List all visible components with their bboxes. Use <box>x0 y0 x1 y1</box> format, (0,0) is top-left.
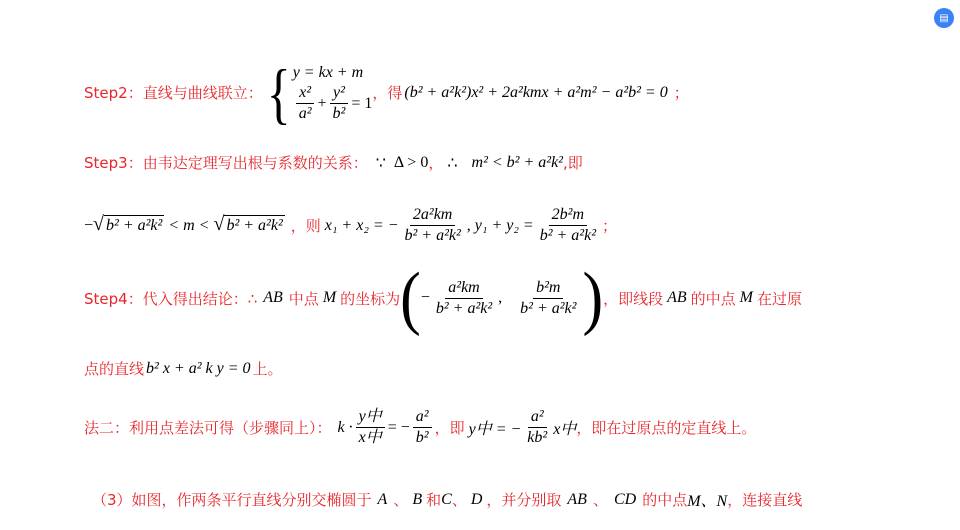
frac-midpoint-x: $\frac{\text{a²km}}{\text{b² + a²k²}}$ <box>435 278 493 317</box>
step3-line: Step3：由韦达定理写出根与系数的关系： ∵ Δ > 0 ， ∴ m² < b² + a²k² ,即 <box>84 153 583 172</box>
frac-a2-b2: $\frac{\text{a²}}{\text{b²}}$ <box>413 408 432 447</box>
system-brace: { <box>266 54 291 131</box>
frac-x-sum: $\frac{\text{2a²km}}{\text{b² + a²k²}}$ <box>404 206 461 244</box>
y-sum: , y₁ + y₂ = <box>466 216 534 234</box>
vieta-line: − √ b² + a²k² < m < √ b² + a²k² ，则 x₁ + x₂ = − $\frac{\text{2a²km}}{\text{b² + a²k²}}$ , y₁ + y₂ = $\frac{\text{2b²m}}{\text{b² + a²k²}}$ ； <box>84 206 618 244</box>
step4-label: Step4：代入得出结论：∴ <box>84 289 258 308</box>
method2-line: 法二：利用点差法可得（步骤同上）： k · $\frac{\text{y中}}{\text{x中}}$ = − $\frac{\text{a²}}{\text{b²}}$ ，即 y中 = − $\frac{\text{a²}}{\text{kb²}}$ x中 ，即在过原点的定直线上。 <box>84 408 757 446</box>
step2-label: Step2：直线与曲线联立： <box>84 84 263 102</box>
frac-x2-a2: $\frac{\text{x²}}{\text{a²}}$ <box>296 84 315 123</box>
document-icon[interactable]: ▤ <box>934 8 954 28</box>
x-sum: x₁ + x₂ = − <box>324 216 399 234</box>
m-condition: m² < b² + a²k² <box>471 153 563 171</box>
step3-label: Step3：由韦达定理写出根与系数的关系： <box>84 154 368 172</box>
step4-line: Step4：代入得出结论：∴ AB 中点 M 的坐标为 ( − $\frac{\text{a²km}}{\text{b² + a²k²}}$ , $\frac{\text{b²m}}{\text{b² + a²k²}}$ ) ，即线段 AB 的中点 M 在过原 <box>84 258 803 338</box>
system-eq2: $\frac{\text{x²}}{\text{a²}}$ + $\frac{\text{y²}}{\text{b²}}$ = 1 <box>293 84 373 123</box>
sqrt-2: √ b² + a²k² <box>213 213 283 235</box>
step2-line: Step2：直线与曲线联立： { y = kx + m $\frac{\text{x²}}{\text{a²}}$ + $\frac{\text{y²}}{\text{b²}}$ = 1 ，得 (b² + a²k²)x² + 2a²kmx + a²m² − a²b² = 0 ； <box>84 54 689 131</box>
quadratic-equation: (b² + a²k²)x² + 2a²kmx + a²m² − a²b² = 0 <box>404 83 668 101</box>
system-eq1: y = kx + m <box>292 64 364 81</box>
frac-midpoint-y: $\frac{\text{b²m}}{\text{b² + a²k²}}$ <box>520 278 577 317</box>
frac-y2-b2: $\frac{\text{y²}}{\text{b²}}$ <box>330 84 349 123</box>
frac-y-sum: $\frac{\text{2b²m}}{\text{b² + a²k²}}$ <box>539 206 596 244</box>
discriminant-condition: Δ > 0 <box>393 153 429 171</box>
frac-a2-kb2: $\frac{\text{a²}}{\text{kb²}}$ <box>527 408 548 446</box>
frac-slope: $\frac{\text{y中}}{\text{x中}}$ <box>356 408 385 447</box>
part3-line: （3）如图，作两条平行直线分别交椭圆于 A 、 B 和 C 、 D ，并分别取 AB 、 CD 的中点 M、N ，连接直线 <box>92 490 803 510</box>
method2-label: 法二：利用点差法可得（步骤同上）： <box>84 419 332 437</box>
equation-system <box>293 62 373 123</box>
sqrt-1: √ b² + a²k² <box>93 213 163 235</box>
conclusion-line: 点的直线 b² x + a² k y = 0 上。 <box>84 359 283 378</box>
line-equation: b² x + a² k y = 0 <box>146 359 251 377</box>
